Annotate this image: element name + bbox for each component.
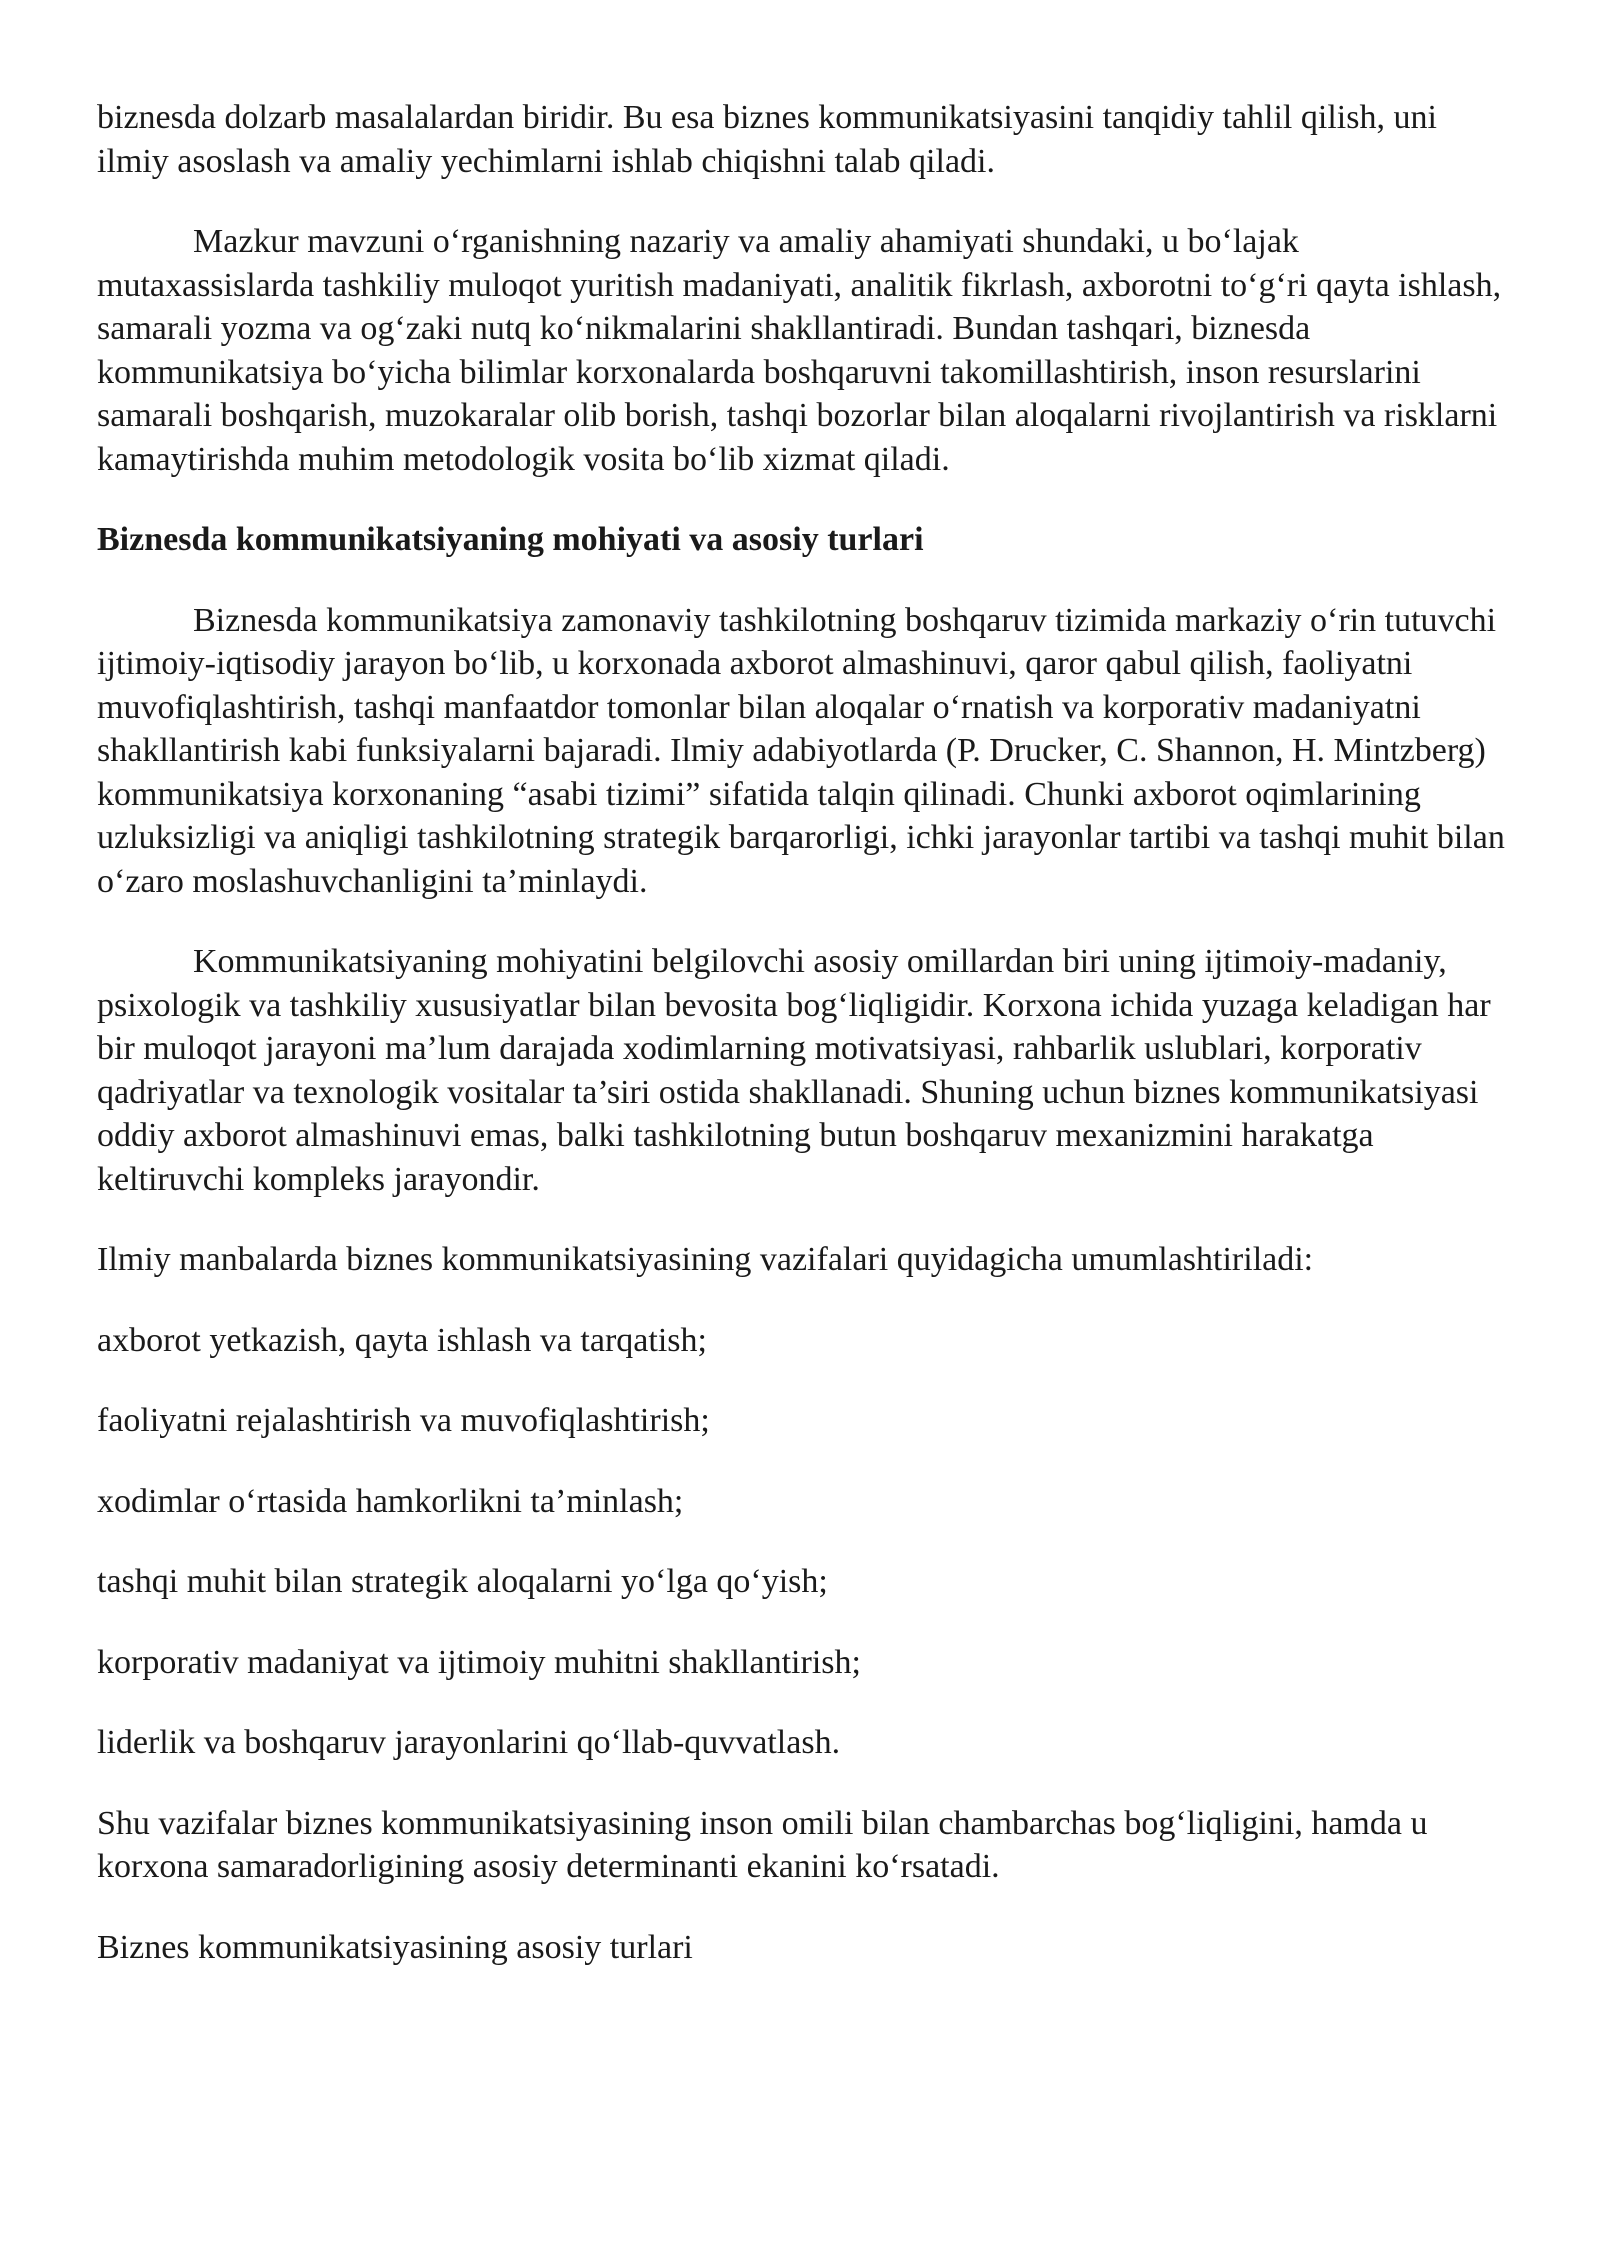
list-item: xodimlar o‘rtasida hamkorlikni ta’minlash;	[97, 1482, 684, 1520]
section-heading: Biznesda kommunikatsiyaning mohiyati va asosiy turlari	[97, 521, 924, 558]
paragraph-functions-intro: Ilmiy manbalarda biznes kommunikatsiyasining vazifalari quyidagicha umumlashtiriladi:	[97, 1241, 1314, 1278]
subsection-title: Biznes kommunikatsiyasining asosiy turlari	[97, 1928, 693, 1966]
list-item: axborot yetkazish, qayta ishlash va tarqatish;	[97, 1321, 707, 1359]
list-item: faoliyatni rejalashtirish va muvofiqlashtirish;	[97, 1402, 710, 1439]
paragraph-intro-continuation: biznesda dolzarb masalalardan biridir. Bu esa biznes kommunikatsiyasini tanqidiy tahlil qilish, uni ilmiy asoslash va amaliy yechimlarni ishlab chiqishni talab qiladi.	[97, 99, 1437, 180]
list-item: liderlik va boshqaruv jarayonlarini qo‘llab-quvvatlash.	[97, 1724, 841, 1761]
document-page	[97, 96, 1517, 2006]
list-item: tashqi muhit bilan strategik aloqalarni yo‘lga qo‘yish;	[97, 1563, 828, 1600]
paragraph-significance: Mazkur mavzuni o‘rganishning nazariy va amaliy ahamiyati shundaki, u bo‘lajak mutaxassislarda tashkiliy muloqot yuritish madaniyati, analitik fikrlash, axborotni to‘g‘ri qayta ishlash, samarali yozma va og‘zaki nutq ko‘nikmalarini shakllantiradi. Bundan tashqari, biznesda kommunikatsiya bo‘yicha bilimlar korxonalarda boshqaruvni takomillashtirish, inson resurslarini samarali boshqarish, muzokaralar olib borish, tashqi bozorlar bilan aloqalarni rivojlantirish va risklarni kamaytirishda muhim metodologik vosita bo‘lib xizmat qiladi.	[97, 223, 1502, 478]
paragraph-essence: Biznesda kommunikatsiya zamonaviy tashkilotning boshqaruv tizimida markaziy o‘rin tutuvchi ijtimoiy-iqtisodiy jarayon bo‘lib, u korxonada axborot almashinuvi, qaror qabul qilish, faoliyatni muvofiqlashtirish, tashqi manfaatdor tomonlar bilan aloqalar o‘rnatish va korporativ madaniyatni shakllantirish kabi funksiyalarni bajaradi. Ilmiy adabiyotlarda (P. Drucker, C. Shannon, H. Mintzberg) kommunikatsiya korxonaning “asabi tizimi” sifatida talqin qilinadi. Chunki axborot oqimlarining uzluksizligi va aniqligi tashkilotning strategik barqarorligi, ichki jarayonlar tartibi va tashqi muhit bilan o‘zaro moslashuvchanligini ta’minlaydi.	[97, 601, 1505, 900]
list-item: korporativ madaniyat va ijtimoiy muhitni shakllantirish;	[97, 1643, 861, 1681]
paragraph-factors: Kommunikatsiyaning mohiyatini belgilovchi asosiy omillardan biri uning ijtimoiy-madaniy, psixologik va tashkiliy xususiyatlar bilan bevosita bog‘liqligidir. Korxona ichida yuzaga keladigan har bir muloqot jarayoni ma’lum darajada xodimlarning motivatsiyasi, rahbarlik uslublari, korporativ qadriyatlar va texnologik vositalar ta’siri ostida shakllanadi. Shuning uchun biznes kommunikatsiyasi oddiy axborot almashinuvi emas, balki tashkilotning butun boshqaruv mexanizmini harakatga keltiruvchi kompleks jarayondir.	[97, 943, 1491, 1198]
paragraph-conclusion: Shu vazifalar biznes kommunikatsiyasining inson omili bilan chambarchas bog‘liqligini, hamda u korxona samaradorligining asosiy determinanti ekanini ko‘rsatadi.	[97, 1804, 1428, 1885]
